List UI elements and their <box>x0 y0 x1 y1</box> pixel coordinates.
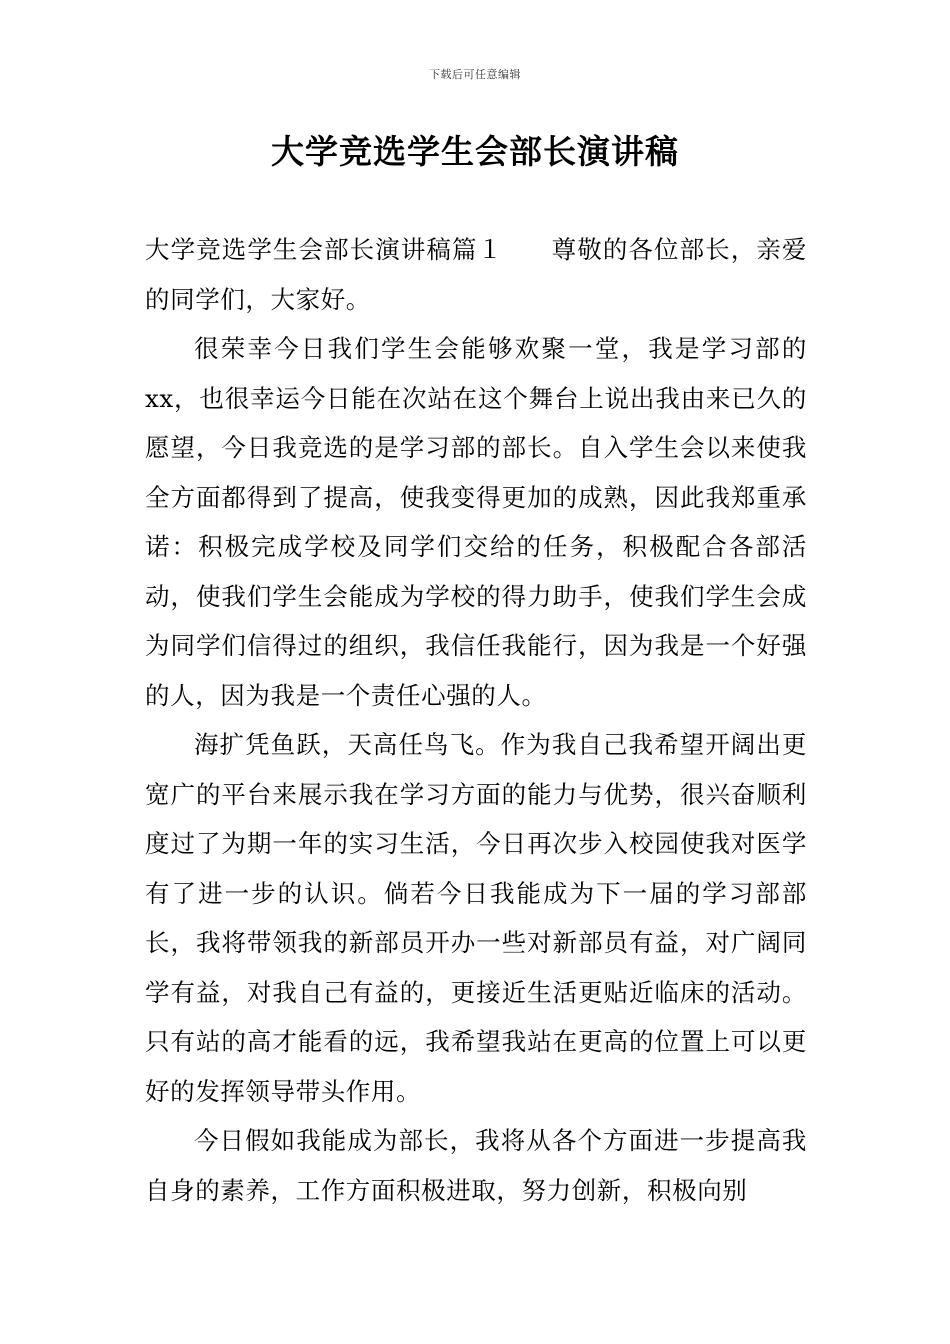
header-note: 下载后可任意编辑 <box>429 68 521 81</box>
paragraph-2: 很荣幸今日我们学生会能够欢聚一堂，我是学习部的xx，也很幸运今日能在次站在这个舞台上说出我由来已久的愿望，今日我竞选的是学习部的部长。自入学生会以来使我全方面都得到了提高，使我变得更加的成熟，因此我郑重承诺：积极完成学校及同学们交给的任务，积极配合各部活动，使我们学生会能成为学校的得力助手，使我们学生会成为同学们信得过的组织，我信任我能行，因为我是一个好强的人，因为我是一个责任心强的人。 <box>145 334 807 710</box>
section-lead: 大学竞选学生会部长演讲稿篇１ <box>145 235 504 264</box>
document-title: 大学竞选学生会部长演讲稿 <box>271 132 679 171</box>
document-body <box>145 225 807 1215</box>
paragraph-4: 今日假如我能成为部长，我将从各个方面进一步提高我自身的素养，工作方面积极进取，努力创新，积极向别 <box>145 1126 807 1205</box>
greeting-text: 尊敬的各位部长，亲爱的同学们，大家好。 <box>145 235 808 314</box>
paragraph-3: 海扩凭鱼跃，天高任鸟飞。作为我自己我希望开阔出更宽广的平台来展示我在学习方面的能力与优势，很兴奋顺利度过了为期一年的实习生活，今日再次步入校园使我对医学有了进一步的认识。倘若今日我能成为下一届的学习部部长，我将带领我的新部员开办一些对新部员有益，对广阔同学有益，对我自己有益的，更接近生活更贴近临床的活动。只有站的高才能看的远，我希望我站在更高的位置上可以更好的发挥领导带头作用。 <box>145 730 807 1106</box>
paragraph-1 <box>145 225 807 324</box>
